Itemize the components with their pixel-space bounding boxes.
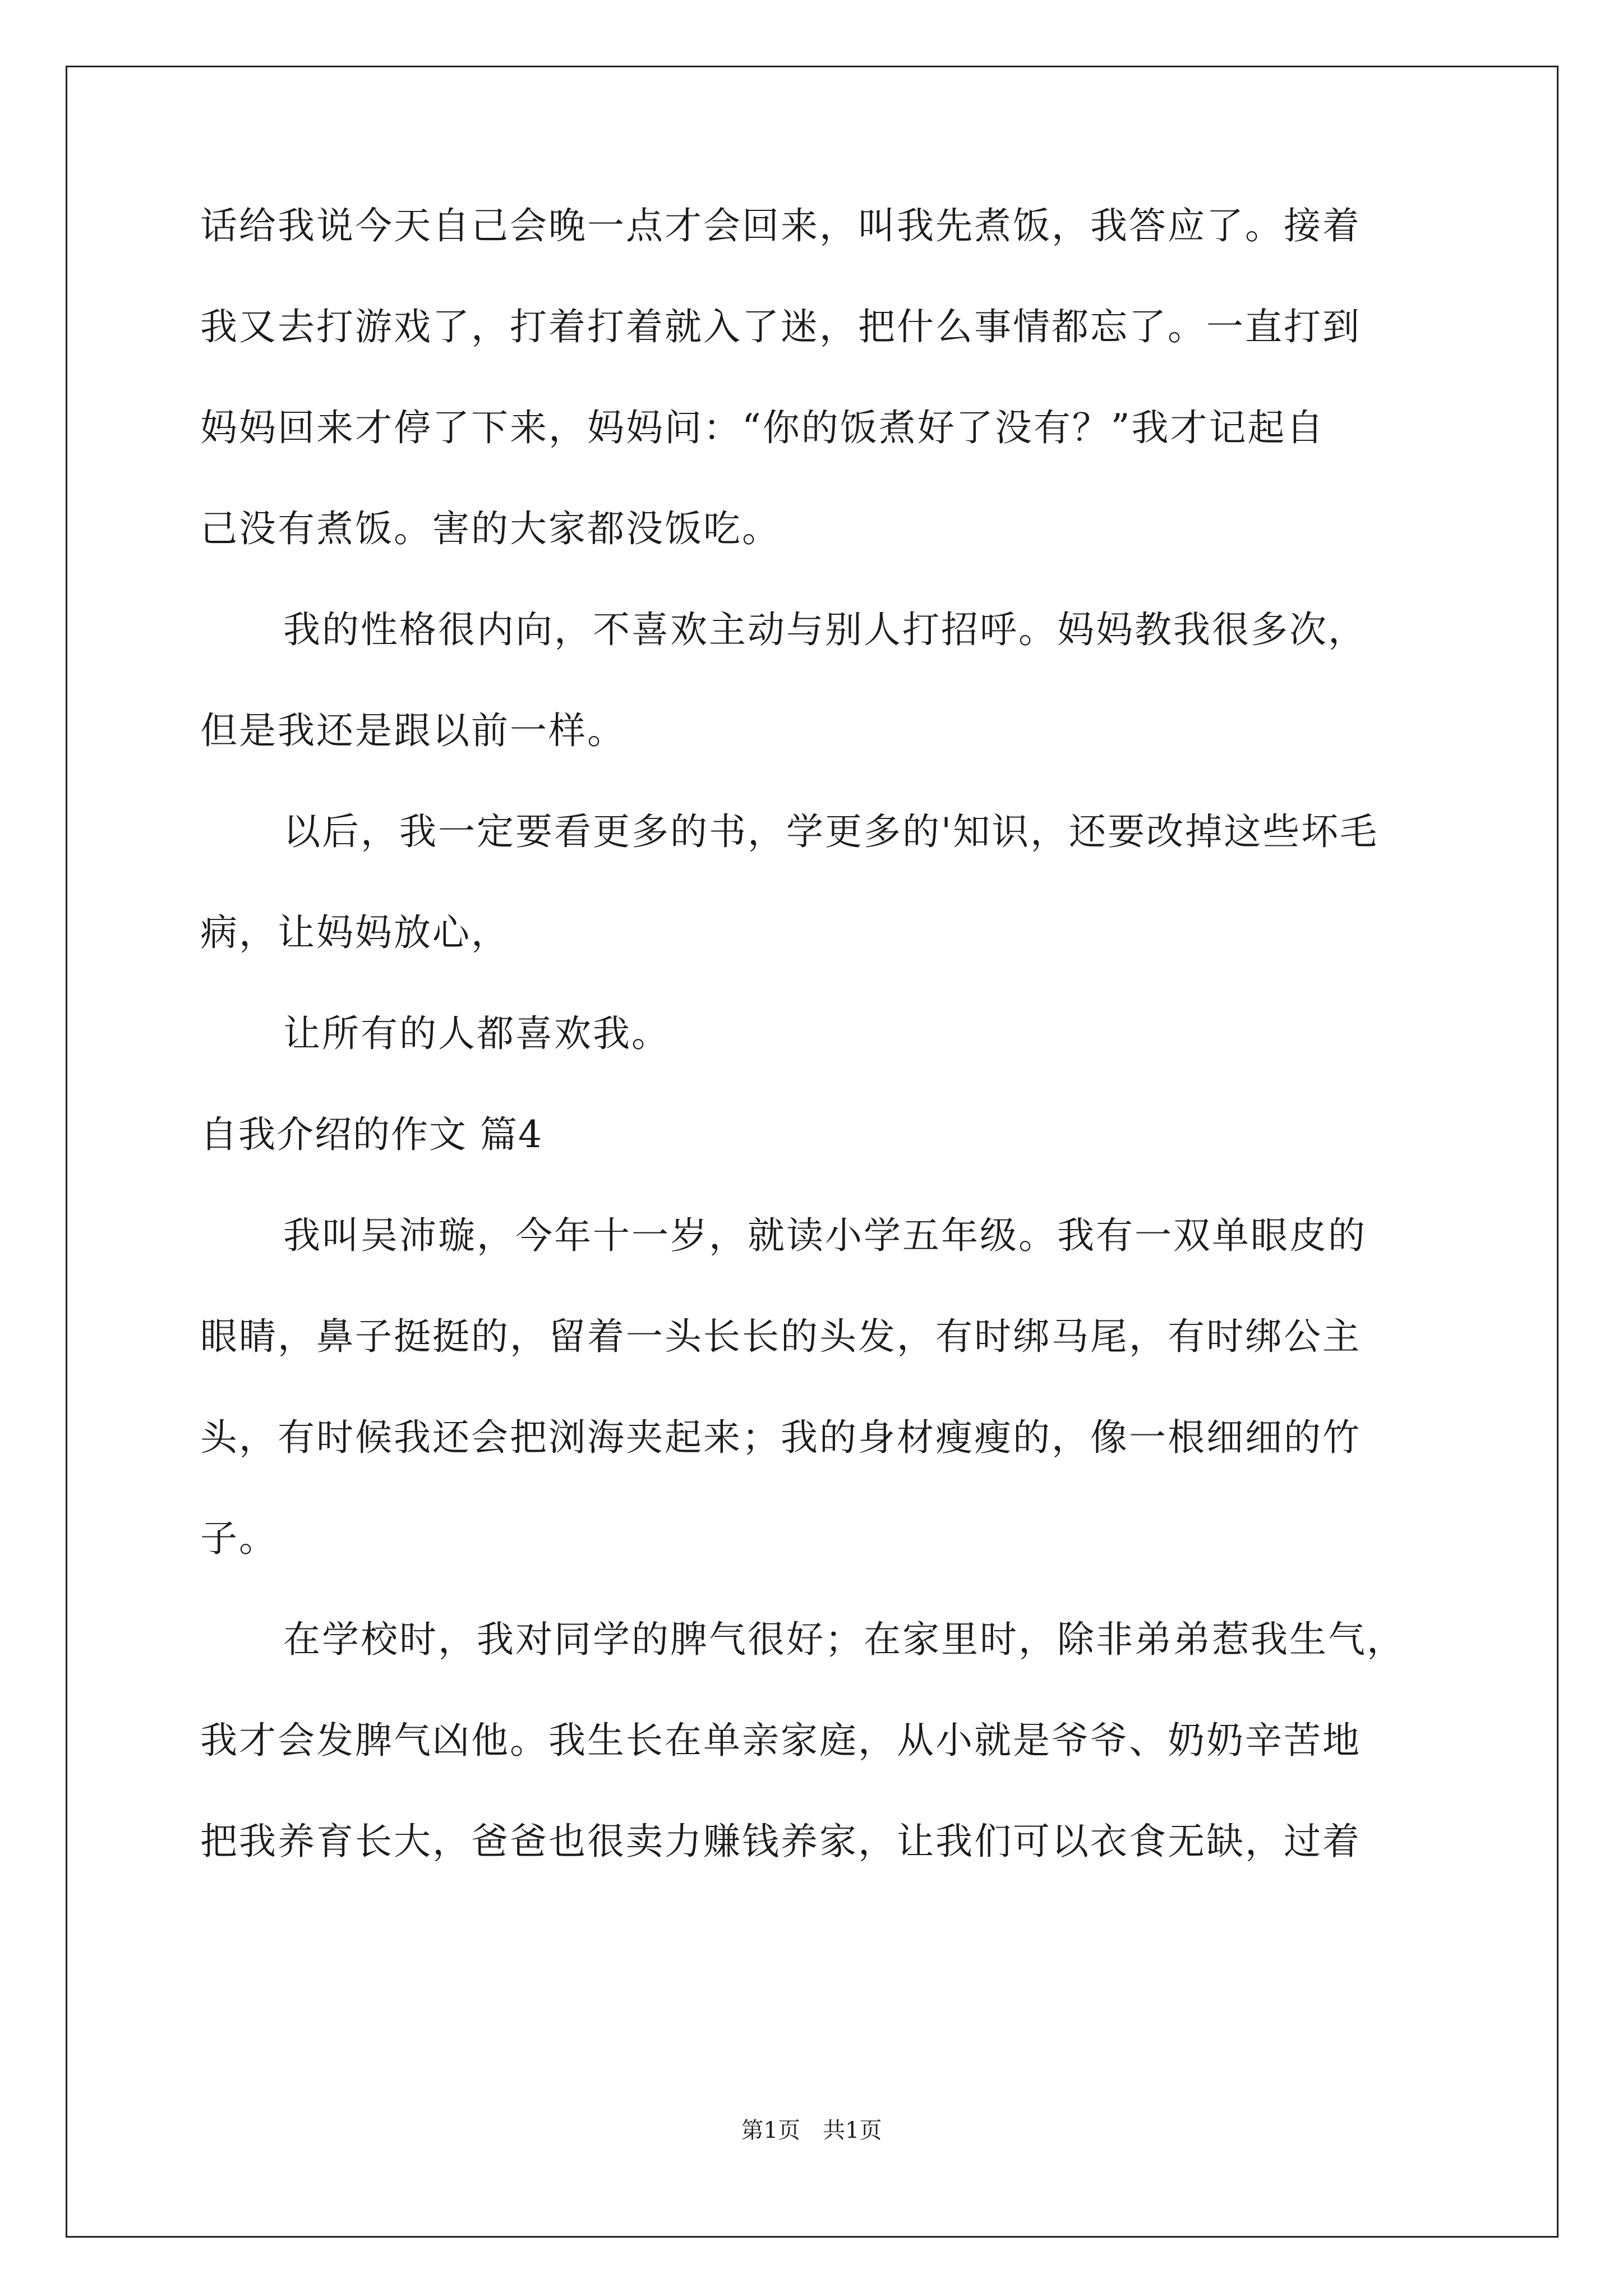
text-line: 妈妈回来才停了下来，妈妈问：“你的饭煮好了没有？”我才记起自	[200, 406, 1325, 449]
text-line: 以后，我一定要看更多的书，学更多的'知识，还要改掉这些坏毛	[283, 810, 1379, 853]
document-body	[200, 204, 1451, 1924]
section-heading: 自我介绍的作文 篇4	[200, 1113, 543, 1156]
text-line: 头，有时候我还会把浏海夹起来；我的身材瘦瘦的，像一根细细的竹	[200, 1416, 1361, 1459]
text-line: 眼睛，鼻子挺挺的，留着一头长长的头发，有时绑马尾，有时绑公主	[200, 1315, 1361, 1358]
text-line: 病，让妈妈放心，	[200, 911, 510, 954]
text-line: 把我养育长大，爸爸也很卖力赚钱养家，让我们可以衣食无缺，过着	[200, 1820, 1361, 1863]
text-line: 我的性格很内向，不喜欢主动与别人打招呼。妈妈教我很多次，	[283, 608, 1367, 651]
text-line: 我才会发脾气凶他。我生长在单亲家庭，从小就是爷爷、奶奶辛苦地	[200, 1719, 1361, 1762]
page-number: 第1页 共1页	[741, 2118, 882, 2143]
text-line: 话给我说今天自己会晚一点才会回来，叫我先煮饭，我答应了。接着	[200, 204, 1361, 247]
text-line: 己没有煮饭。害的大家都没饭吃。	[200, 507, 781, 550]
text-line: 子。	[200, 1517, 278, 1560]
text-line: 让所有的人都喜欢我。	[283, 1012, 670, 1055]
text-line: 我叫吴沛璇，今年十一岁，就读小学五年级。我有一双单眼皮的	[283, 1214, 1367, 1257]
text-line: 在学校时，我对同学的脾气很好；在家里时，除非弟弟惹我生气，	[283, 1618, 1405, 1661]
text-line: 我又去打游戏了，打着打着就入了迷，把什么事情都忘了。一直打到	[200, 305, 1361, 348]
text-line: 但是我还是跟以前一样。	[200, 709, 626, 752]
